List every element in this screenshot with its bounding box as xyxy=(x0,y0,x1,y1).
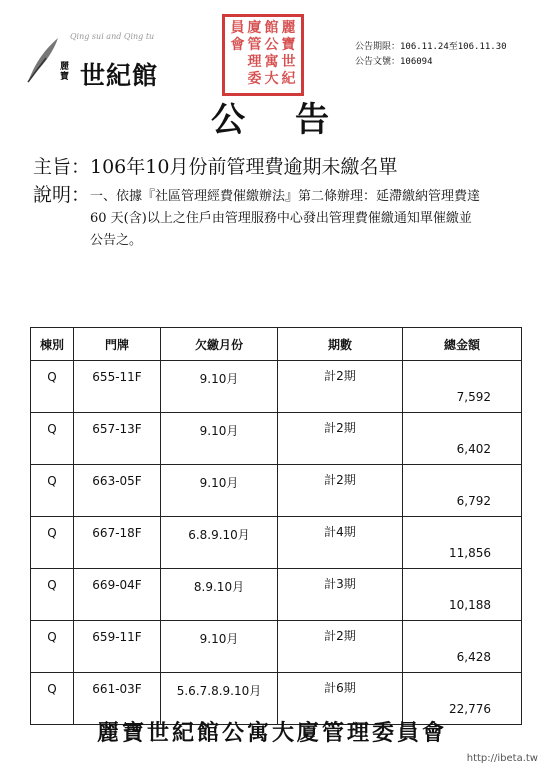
header-amount: 總金額 xyxy=(403,328,522,361)
cell-building: Q xyxy=(31,361,74,413)
logo-script-text: Qing sui and Qing tu xyxy=(70,32,155,41)
table-row xyxy=(31,361,522,413)
description-label: 說明： xyxy=(33,184,91,206)
feather-icon xyxy=(24,36,60,86)
cell-building: Q xyxy=(31,413,74,465)
cell-building: Q xyxy=(31,465,74,517)
cell-amount: 6,402 xyxy=(403,413,522,465)
cell-unit: 657-13F xyxy=(74,413,161,465)
cell-unit: 655-11F xyxy=(74,361,161,413)
logo-small-text: 麗寶 xyxy=(60,62,70,82)
cell-periods: 計3期 xyxy=(278,569,403,621)
cell-unit: 659-11F xyxy=(74,621,161,673)
seal-char: 員 xyxy=(230,20,245,36)
cell-months: 9.10月 xyxy=(161,361,278,413)
overdue-table xyxy=(30,327,522,725)
cell-months: 5.6.7.8.9.10月 xyxy=(161,673,278,725)
table-row xyxy=(31,517,522,569)
table-row xyxy=(31,621,522,673)
subject-line: 主旨：106年10月份前管理費逾期未繳名單 xyxy=(33,156,398,178)
cell-months: 8.9.10月 xyxy=(161,569,278,621)
description-line: 60 天(含)以上之住戶由管理服務中心發出管理費催繳通知單催繳並 xyxy=(90,211,472,226)
description-line: 公告之。 xyxy=(90,233,143,248)
seal-char: 寶 xyxy=(281,37,296,53)
cell-building: Q xyxy=(31,621,74,673)
official-seal xyxy=(222,14,304,96)
description-line: 一、依據『社區管理經費催繳辦法』第二條辦理：延滯繳納管理費達 xyxy=(90,189,481,204)
seal-char: 理 xyxy=(247,54,262,70)
cell-periods: 計4期 xyxy=(278,517,403,569)
cell-periods: 計2期 xyxy=(278,621,403,673)
seal-char: 紀 xyxy=(281,71,296,87)
watermark: http://ibeta.tw xyxy=(466,753,538,764)
table-row xyxy=(31,413,522,465)
cell-months: 6.8.9.10月 xyxy=(161,517,278,569)
header-unit: 門牌 xyxy=(74,328,161,361)
cell-periods: 計2期 xyxy=(278,465,403,517)
cell-amount: 6,428 xyxy=(403,621,522,673)
cell-months: 9.10月 xyxy=(161,413,278,465)
cell-amount: 22,776 xyxy=(403,673,522,725)
cell-periods: 計6期 xyxy=(278,673,403,725)
seal-char: 寓 xyxy=(264,54,279,70)
notice-meta xyxy=(355,40,507,70)
table-row xyxy=(31,465,522,517)
table-header-row xyxy=(31,328,522,361)
seal-char: 管 xyxy=(247,37,262,53)
page-title: 公告 xyxy=(211,100,379,140)
seal-char: 公 xyxy=(264,37,279,53)
seal-char: 麗 xyxy=(281,20,296,36)
cell-unit: 669-04F xyxy=(74,569,161,621)
cell-periods: 計2期 xyxy=(278,413,403,465)
seal-char: 大 xyxy=(264,71,279,87)
table-row xyxy=(31,569,522,621)
cell-amount: 7,592 xyxy=(403,361,522,413)
cell-months: 9.10月 xyxy=(161,465,278,517)
notice-doc-number: 公告文號：106094 xyxy=(355,57,433,67)
seal-char: 廈 xyxy=(247,20,262,36)
header-months: 欠繳月份 xyxy=(161,328,278,361)
cell-months: 9.10月 xyxy=(161,621,278,673)
cell-building: Q xyxy=(31,569,74,621)
cell-periods: 計2期 xyxy=(278,361,403,413)
cell-amount: 10,188 xyxy=(403,569,522,621)
description-text xyxy=(90,186,510,252)
cell-building: Q xyxy=(31,673,74,725)
seal-characters xyxy=(229,21,297,89)
seal-char: 委 xyxy=(247,71,262,87)
seal-char: 會 xyxy=(230,37,245,53)
header-building: 棟別 xyxy=(31,328,74,361)
cell-amount: 11,856 xyxy=(403,517,522,569)
cell-unit: 661-03F xyxy=(74,673,161,725)
cell-unit: 663-05F xyxy=(74,465,161,517)
logo-main-text: 世紀館 xyxy=(80,61,159,90)
seal-char: 世 xyxy=(281,54,296,70)
header-periods: 期數 xyxy=(278,328,403,361)
seal-char: 館 xyxy=(264,20,279,36)
logo xyxy=(22,22,172,92)
notice-period: 公告期限：106.11.24至106.11.30 xyxy=(355,42,507,52)
cell-building: Q xyxy=(31,517,74,569)
footer-committee: 麗寶世紀館公寓大廈管理委員會 xyxy=(96,720,447,746)
cell-unit: 667-18F xyxy=(74,517,161,569)
cell-amount: 6,792 xyxy=(403,465,522,517)
